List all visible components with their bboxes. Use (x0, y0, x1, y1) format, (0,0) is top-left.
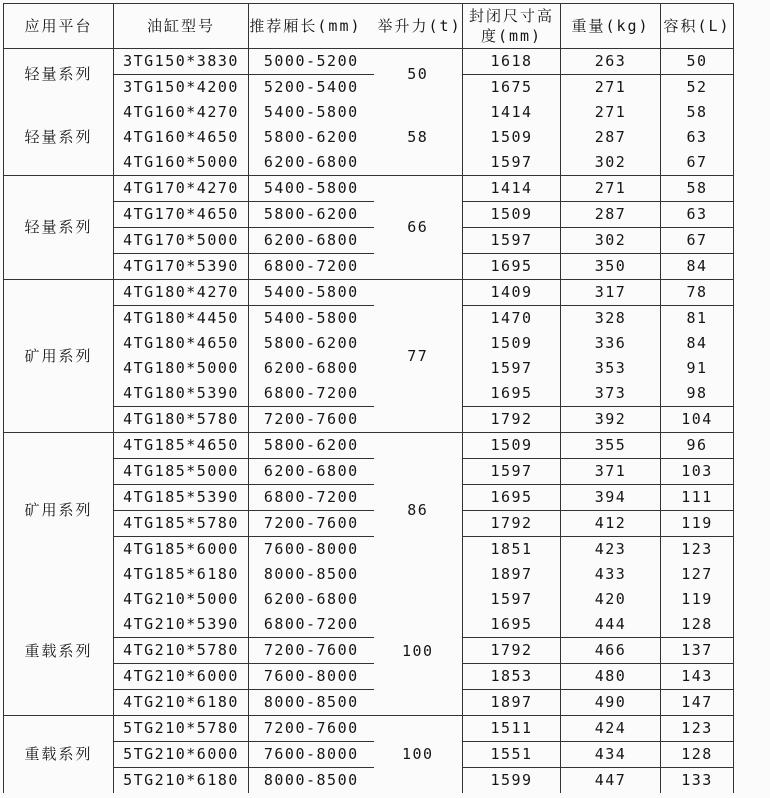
table-row (4, 75, 734, 101)
lift-force-cell: 66 (374, 176, 463, 280)
closed-height-cell: 1414 (463, 176, 561, 202)
weight-cell: 287 (561, 125, 661, 150)
weight-cell: 302 (561, 228, 661, 254)
model-cell: 4TG180*4450 (114, 306, 249, 332)
box-length-cell: 5400-5800 (263, 309, 359, 327)
volume-cell: 98 (661, 381, 734, 407)
table-row (4, 100, 734, 125)
box-length-cell: 5800-6200 (263, 128, 359, 146)
weight-cell: 423 (561, 537, 661, 563)
model-cell: 3TG150*4200 (114, 75, 249, 101)
weight-cell: 271 (561, 100, 661, 125)
model-cell: 4TG170*4270 (114, 176, 249, 202)
volume-cell: 119 (661, 587, 734, 612)
model-cell: 4TG170*4650 (114, 202, 249, 228)
volume-cell: 84 (661, 331, 734, 356)
weight-cell: 447 (561, 768, 661, 794)
weight-cell: 480 (561, 664, 661, 690)
box-length-cell: 7600-8000 (249, 742, 374, 768)
volume-cell: 123 (661, 537, 734, 563)
table-row (4, 690, 734, 716)
lift-force-cell: 100 (374, 716, 463, 794)
model-cell: 4TG180*5390 (114, 381, 249, 407)
table-row (4, 407, 734, 433)
header-lift-force-label: 举升力(t) (377, 17, 462, 35)
model-cell: 5TG210*5780 (114, 716, 249, 742)
weight-cell: 263 (561, 49, 661, 75)
closed-height-cell: 1851 (463, 537, 561, 563)
platform-cell: 矿用系列 (4, 280, 114, 433)
box-length-cell: 6800-7200 (249, 381, 374, 407)
volume-cell: 119 (661, 511, 734, 537)
box-length-cell: 6200-6800 (263, 359, 359, 377)
volume-cell: 103 (661, 459, 734, 485)
box-length-cell: 6800-7200 (249, 485, 374, 511)
table-row (4, 716, 734, 742)
header-model: 油缸型号 (114, 4, 249, 49)
volume-cell: 104 (661, 407, 734, 433)
table-row (4, 381, 734, 407)
model-cell: 4TG170*5000 (114, 228, 249, 254)
weight-cell: 271 (561, 176, 661, 202)
table-row (4, 254, 734, 280)
platform-cell: 轻量系列 (4, 100, 114, 176)
header-weight: 重量(kg) (561, 4, 661, 49)
volume-cell: 147 (661, 690, 734, 716)
closed-height-cell: 1853 (463, 664, 561, 690)
box-length-cell: 5400-5800 (263, 103, 359, 121)
table-row (4, 150, 734, 176)
model-cell: 4TG185*6180 (114, 562, 249, 587)
closed-height-cell: 1597 (463, 459, 561, 485)
weight-cell: 490 (561, 690, 661, 716)
volume-cell: 58 (661, 176, 734, 202)
box-length-cell: 5800-6200 (249, 202, 374, 228)
model-cell: 4TG210*5000 (114, 587, 249, 612)
model-cell: 4TG180*4650 (114, 331, 249, 356)
volume-cell: 58 (661, 100, 734, 125)
volume-cell: 91 (661, 356, 734, 381)
box-length-cell: 6800-7200 (249, 612, 374, 638)
table-row (4, 587, 734, 612)
weight-cell: 424 (561, 716, 661, 742)
table-header (4, 4, 734, 49)
closed-height-cell: 1409 (463, 280, 561, 306)
box-length-cell: 6200-6800 (263, 590, 359, 608)
model-cell: 4TG185*4650 (114, 433, 249, 459)
header-platform: 应用平台 (4, 4, 114, 49)
model-cell: 5TG210*6180 (114, 768, 249, 794)
closed-height-cell: 1597 (463, 356, 561, 381)
lift-force-cell: 100 (374, 587, 463, 716)
volume-cell: 123 (661, 716, 734, 742)
table-row (4, 612, 734, 638)
model-cell: 4TG180*4270 (114, 280, 249, 306)
table-row (4, 485, 734, 511)
closed-height-cell: 1792 (463, 511, 561, 537)
closed-height-cell: 1509 (463, 125, 561, 150)
model-cell: 4TG180*5780 (114, 407, 249, 433)
closed-height-cell: 1509 (463, 433, 561, 459)
closed-height-cell: 1509 (463, 202, 561, 228)
table-row (4, 459, 734, 485)
box-length-cell: 6200-6800 (249, 459, 374, 485)
table-row (4, 202, 734, 228)
table-row (4, 742, 734, 768)
closed-height-cell: 1675 (463, 75, 561, 101)
platform-cell: 重载系列 (4, 716, 114, 794)
table-row (4, 511, 734, 537)
table-row (4, 49, 734, 75)
model-cell: 4TG210*6180 (114, 690, 249, 716)
box-length-cell: 7200-7600 (249, 716, 374, 742)
closed-height-cell: 1897 (463, 690, 561, 716)
model-cell: 4TG185*5390 (114, 485, 249, 511)
model-cell: 4TG210*5390 (114, 612, 249, 638)
table-row (4, 331, 734, 356)
box-length-cell: 7200-7600 (249, 407, 374, 433)
weight-cell: 371 (561, 459, 661, 485)
volume-cell: 111 (661, 485, 734, 511)
box-length-cell: 5400-5800 (249, 176, 374, 202)
box-length-cell: 5200-5400 (263, 78, 359, 96)
header-box-length-label: 推荐厢长(mm) (249, 17, 362, 35)
model-cell: 4TG180*5000 (114, 356, 249, 381)
volume-cell: 133 (661, 768, 734, 794)
platform-cell: 轻量系列 (4, 49, 114, 101)
platform-cell: 轻量系列 (4, 176, 114, 280)
model-cell: 3TG150*3830 (114, 49, 249, 75)
volume-cell: 96 (661, 433, 734, 459)
weight-cell: 302 (561, 150, 661, 176)
volume-cell: 52 (661, 75, 734, 101)
volume-cell: 84 (661, 254, 734, 280)
weight-cell: 394 (561, 485, 661, 511)
box-length-cell: 8000-8500 (263, 771, 359, 789)
model-cell: 4TG185*6000 (114, 537, 249, 563)
box-length-cell: 6200-6800 (249, 228, 374, 254)
volume-cell: 78 (661, 280, 734, 306)
table-row (4, 664, 734, 690)
header-box-length-lift-force (249, 4, 463, 49)
closed-height-cell: 1551 (463, 742, 561, 768)
platform-cell: 重载系列 (4, 587, 114, 716)
volume-cell: 67 (661, 150, 734, 176)
model-cell: 4TG170*5390 (114, 254, 249, 280)
lift-force-cell: 86 (374, 433, 463, 588)
closed-height-cell: 1695 (463, 612, 561, 638)
model-cell: 4TG210*5780 (114, 638, 249, 664)
table-row (4, 280, 734, 306)
box-length-cell: 5800-6200 (249, 433, 374, 459)
closed-height-cell: 1597 (463, 150, 561, 176)
weight-cell: 434 (561, 742, 661, 768)
box-length-cell: 7600-8000 (249, 664, 374, 690)
model-cell: 4TG210*6000 (114, 664, 249, 690)
weight-cell: 328 (561, 306, 661, 332)
weight-cell: 420 (561, 587, 661, 612)
model-cell: 4TG185*5780 (114, 511, 249, 537)
model-cell: 4TG160*5000 (114, 150, 249, 176)
table-row (4, 356, 734, 381)
weight-cell: 355 (561, 433, 661, 459)
closed-height-cell: 1599 (463, 768, 561, 794)
box-length-cell: 6200-6800 (249, 150, 374, 176)
closed-height-cell: 1470 (463, 306, 561, 332)
table-row (4, 228, 734, 254)
volume-cell: 143 (661, 664, 734, 690)
platform-cell: 矿用系列 (4, 433, 114, 588)
box-length-cell: 7200-7600 (249, 638, 374, 664)
lift-force-cell: 58 (374, 100, 463, 176)
closed-height-cell: 1792 (463, 638, 561, 664)
weight-cell: 466 (561, 638, 661, 664)
weight-cell: 317 (561, 280, 661, 306)
table-row (4, 768, 734, 794)
hydraulic-cylinder-spec-table (3, 3, 734, 793)
closed-height-cell: 1414 (463, 100, 561, 125)
volume-cell: 128 (661, 742, 734, 768)
table-row (4, 562, 734, 587)
weight-cell: 271 (561, 75, 661, 101)
volume-cell: 67 (661, 228, 734, 254)
model-cell: 4TG160*4650 (114, 125, 249, 150)
table-row (4, 638, 734, 664)
volume-cell: 137 (661, 638, 734, 664)
box-length-cell: 6800-7200 (249, 254, 374, 280)
closed-height-cell: 1695 (463, 485, 561, 511)
weight-cell: 433 (561, 562, 661, 587)
weight-cell: 373 (561, 381, 661, 407)
weight-cell: 287 (561, 202, 661, 228)
volume-cell: 63 (661, 202, 734, 228)
box-length-cell: 5800-6200 (263, 334, 359, 352)
box-length-cell: 8000-8500 (263, 565, 359, 583)
weight-cell: 392 (561, 407, 661, 433)
closed-height-cell: 1597 (463, 587, 561, 612)
volume-cell: 50 (661, 49, 734, 75)
lift-force-cell: 50 (374, 49, 463, 101)
volume-cell: 127 (661, 562, 734, 587)
weight-cell: 444 (561, 612, 661, 638)
weight-cell: 350 (561, 254, 661, 280)
model-cell: 4TG160*4270 (114, 100, 249, 125)
lift-force-cell: 77 (374, 280, 463, 433)
box-length-cell: 8000-8500 (249, 690, 374, 716)
closed-height-cell: 1511 (463, 716, 561, 742)
box-length-cell: 7200-7600 (249, 511, 374, 537)
closed-height-cell: 1618 (463, 49, 561, 75)
closed-height-cell: 1897 (463, 562, 561, 587)
spec-table-body (4, 49, 734, 794)
model-cell: 4TG185*5000 (114, 459, 249, 485)
closed-height-cell: 1695 (463, 254, 561, 280)
model-cell: 5TG210*6000 (114, 742, 249, 768)
table-row (4, 306, 734, 332)
weight-cell: 412 (561, 511, 661, 537)
header-closed-height: 封闭尺寸高度(mm) (463, 4, 561, 49)
table-row (4, 125, 734, 150)
table-row (4, 537, 734, 563)
header-volume: 容积(L) (661, 4, 734, 49)
box-length-cell: 5000-5200 (249, 49, 374, 75)
closed-height-cell: 1695 (463, 381, 561, 407)
box-length-cell: 5400-5800 (249, 280, 374, 306)
weight-cell: 336 (561, 331, 661, 356)
volume-cell: 63 (661, 125, 734, 150)
header-row (4, 4, 734, 49)
weight-cell: 353 (561, 356, 661, 381)
closed-height-cell: 1509 (463, 331, 561, 356)
table-row (4, 433, 734, 459)
closed-height-cell: 1792 (463, 407, 561, 433)
table-row (4, 176, 734, 202)
volume-cell: 128 (661, 612, 734, 638)
closed-height-cell: 1597 (463, 228, 561, 254)
volume-cell: 81 (661, 306, 734, 332)
box-length-cell: 7600-8000 (263, 540, 359, 558)
